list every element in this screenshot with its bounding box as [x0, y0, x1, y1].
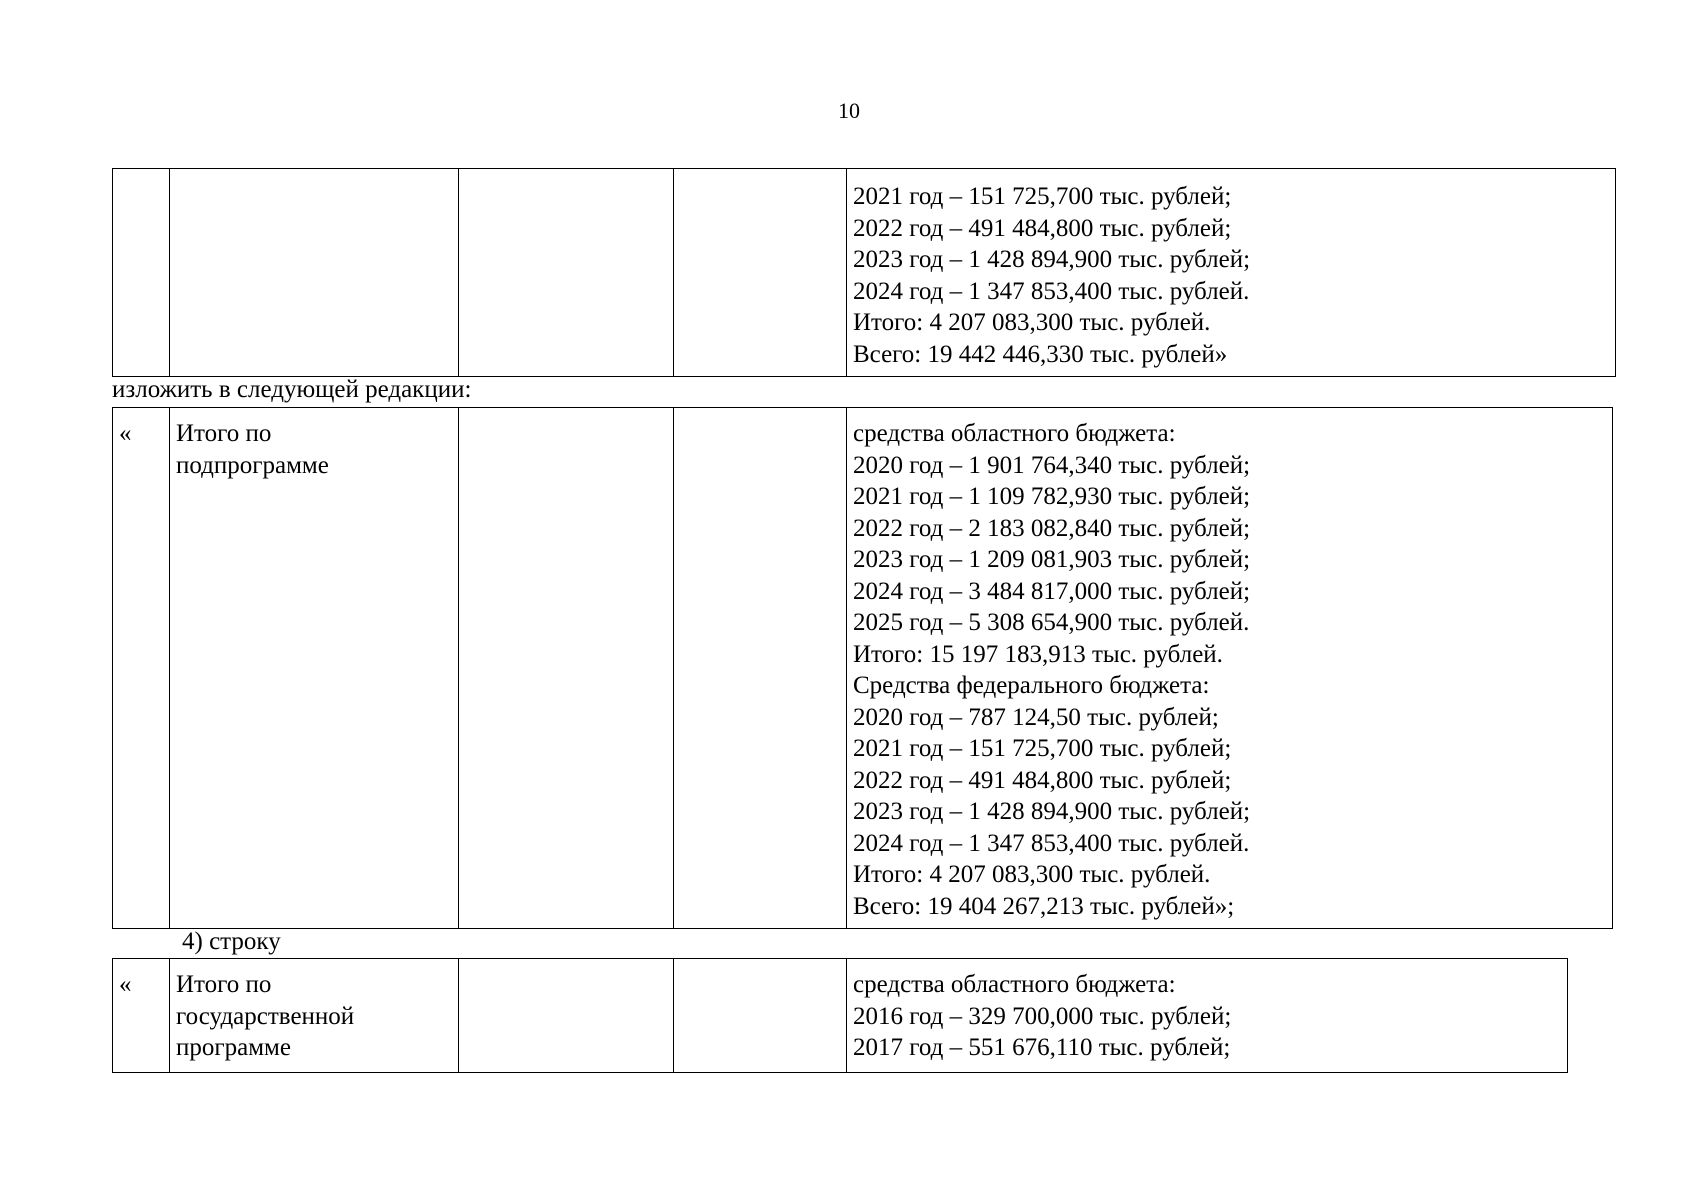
funding-line: 2024 год – 3 484 817,000 тыс. рублей;: [853, 577, 1251, 605]
funding-total-line: Итого: 4 207 083,300 тыс. рублей.: [853, 861, 1211, 888]
table-cell-marker: [113, 169, 170, 377]
funding-line: 2022 год – 491 484,800 тыс. рублей;: [853, 214, 1232, 242]
table-row: [113, 408, 1613, 929]
funding-line: 2023 год – 1 428 894,900 тыс. рублей;: [853, 798, 1251, 825]
title-line: Итого по: [176, 420, 272, 447]
instruction-text: 4) строку: [182, 928, 281, 955]
table-cell-empty: [459, 169, 674, 377]
funding-line: 2021 год – 151 725,700 тыс. рублей;: [853, 183, 1232, 210]
table-cell-empty: [459, 408, 674, 929]
budget-table-new: [112, 407, 1613, 929]
budget-table-program: [112, 958, 1568, 1073]
table-cell-empty: [674, 169, 847, 377]
funding-heading: средства областного бюджета:: [853, 420, 1176, 447]
funding-grand-total-line: Всего: 19 442 446,330 тыс. рублей»: [853, 340, 1228, 368]
table-row: [113, 169, 1616, 377]
title-line: подпрограмме: [176, 451, 329, 479]
funding-line: 2023 год – 1 209 081,903 тыс. рублей;: [853, 546, 1251, 573]
funding-line: 2017 год – 551 676,110 тыс. рублей;: [853, 1034, 1231, 1061]
funding-heading: Средства федерального бюджета:: [853, 672, 1210, 699]
instruction-text: изложить в следующей редакции:: [112, 376, 472, 403]
table-cell-funding: [847, 169, 1616, 377]
title-line: программе: [176, 1034, 291, 1061]
funding-line: 2022 год – 491 484,800 тыс. рублей;: [853, 766, 1232, 794]
funding-line: 2024 год – 1 347 853,400 тыс. рублей.: [853, 277, 1250, 305]
table-cell-empty: [674, 408, 847, 929]
table-cell-title: [170, 959, 459, 1073]
table-cell-funding: [847, 959, 1568, 1073]
funding-line: 2016 год – 329 700,000 тыс. рублей;: [853, 1002, 1232, 1030]
funding-line: 2021 год – 151 725,700 тыс. рублей;: [853, 735, 1232, 762]
table-cell-empty: [674, 959, 847, 1073]
funding-line: 2025 год – 5 308 654,900 тыс. рублей.: [853, 609, 1250, 636]
title-line: Итого по: [176, 971, 272, 998]
table-cell-title: [170, 169, 459, 377]
funding-total-line: Итого: 4 207 083,300 тыс. рублей.: [853, 309, 1211, 336]
table-cell-marker: «: [113, 959, 170, 1073]
table-cell-funding: [847, 408, 1613, 929]
funding-line: 2020 год – 787 124,50 тыс. рублей;: [853, 703, 1219, 731]
table-cell-title: [170, 408, 459, 929]
table-cell-empty: [459, 959, 674, 1073]
funding-line: 2024 год – 1 347 853,400 тыс. рублей.: [853, 829, 1250, 857]
page-number: 10: [838, 98, 860, 123]
funding-grand-total-line: Всего: 19 404 267,213 тыс. рублей»;: [853, 892, 1235, 920]
funding-total-line: Итого: 15 197 183,913 тыс. рублей.: [853, 640, 1223, 668]
funding-line: 2023 год – 1 428 894,900 тыс. рублей;: [853, 246, 1251, 273]
funding-line: 2021 год – 1 109 782,930 тыс. рублей;: [853, 483, 1251, 510]
funding-line: 2022 год – 2 183 082,840 тыс. рублей;: [853, 514, 1251, 542]
budget-table-old: [112, 168, 1616, 377]
title-line: государственной: [176, 1002, 355, 1030]
funding-line: 2020 год – 1 901 764,340 тыс. рублей;: [853, 451, 1251, 479]
table-cell-marker: «: [113, 408, 170, 929]
table-row: [113, 959, 1568, 1073]
funding-heading: средства областного бюджета:: [853, 971, 1176, 998]
